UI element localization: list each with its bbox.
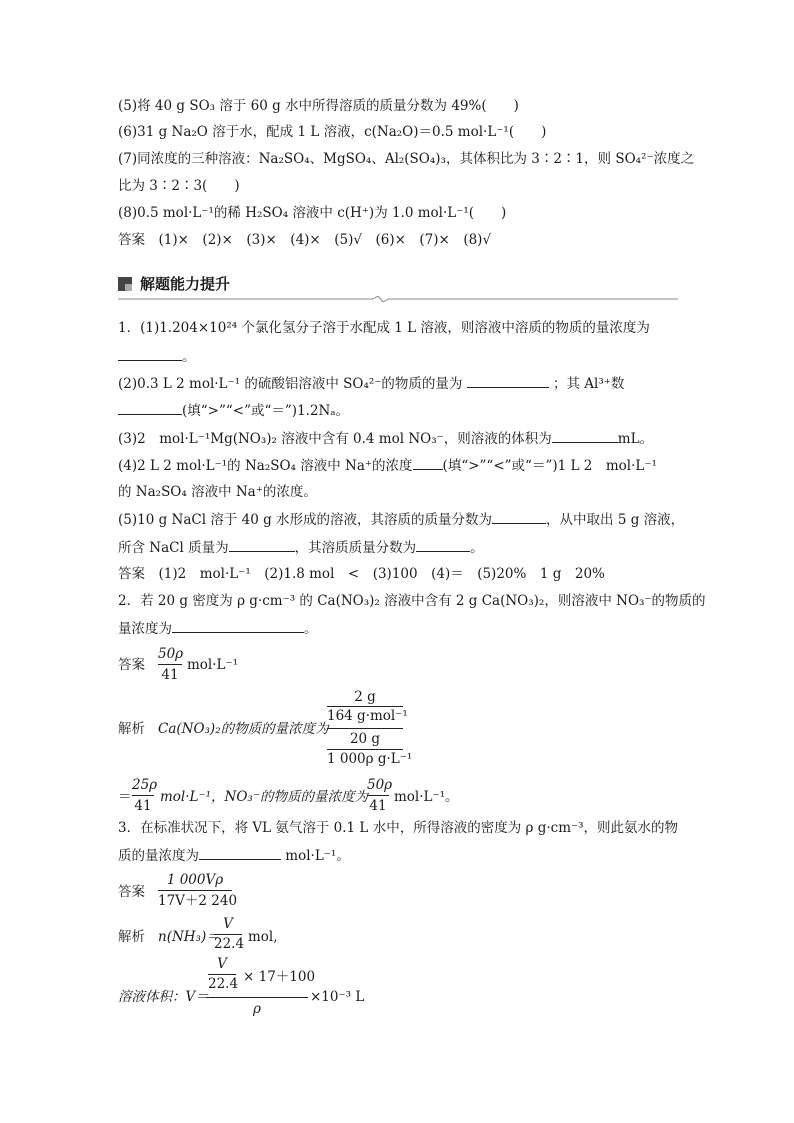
p3-n-unit: mol, [248, 929, 278, 945]
p2-line1: 2．若 20 g 密度为 ρ g·cm⁻³ 的 Ca(NO₃)₂ 溶液中含有 2 g Ca(NO₃)₂，则溶液中 NO₃⁻的物质的 [118, 593, 706, 609]
section-divider [118, 296, 678, 302]
p2-answer-label: 答案 [118, 657, 145, 673]
p1-line3: (2)0.3 L 2 mol·L⁻¹ 的硫酸铝溶液中 SO₄²⁻的物质的量为 ；其 Al³⁺数 [118, 373, 624, 394]
p3-vol-inner-denominator: 22.4 [208, 976, 239, 992]
p1-line1: 1．(1)1.204×10²⁴ 个氯化氢分子溶于水配成 1 L 溶液，则溶液中溶质的物质的量浓度为 [118, 320, 650, 336]
p2-result-numerator: 25ρ [132, 777, 158, 793]
question-5: (5)将 40 g SO₃ 溶于 60 g 水中所得溶质的质量分数为 49%( ) [118, 98, 519, 114]
p2-explain-label: 解析 [118, 721, 145, 737]
p1-line7: 的 Na₂SO₄ 溶液中 Na⁺的浓度。 [118, 484, 317, 500]
question-8: (8)0.5 mol·L⁻¹的稀 H₂SO₄ 溶液中 c(H⁺)为 1.0 mol·L⁻¹( ) [118, 205, 507, 221]
p3-vol-tail: ×10⁻³ L [310, 989, 365, 1005]
p3-answer-label: 答案 [118, 884, 145, 900]
p1-line2: 。 [118, 346, 196, 367]
question-7-line1: (7)同浓度的三种溶液：Na₂SO₄、MgSO₄、Al₂(SO₄)₃，其体积比为 3∶2∶1，则 SO₄²⁻浓度之 [118, 151, 695, 167]
p1-line8: (5)10 g NaCl 溶于 40 g 水形成的溶液，其溶质的质量分数为 ，从中取出 5 g 溶液， [118, 509, 684, 530]
p3-explain-label: 解析 [118, 929, 145, 945]
p1-line5: (3)2 mol·L⁻¹Mg(NO₃)₂ 溶液中含有 0.4 mol NO₃⁻，则溶液的体积为 mL。 [118, 428, 653, 449]
fraction-bar [132, 795, 154, 796]
answer-blank [118, 346, 182, 361]
p2-result-denominator: 41 [134, 798, 152, 814]
p2-line2: 量浓度为 。 [118, 618, 318, 639]
p3-line1: 3．在标准状况下，将 VL 氨气溶于 0.1 L 水中，所得溶液的密度为 ρ g·cm⁻³，则此氨水的物 [118, 820, 679, 836]
p1-answer: 答案 (1)2 mol·L⁻¹ (2)1.8 mol < (3)100 (4)＝ (5)20% 1 g 20% [118, 566, 605, 582]
question-6: (6)31 g Na₂O 溶于水，配成 1 L 溶液，c(Na₂O)＝0.5 mol·L⁻¹( ) [118, 124, 547, 140]
fraction-main-bar [206, 997, 308, 998]
p3-vol-rest: × 17＋100 [243, 969, 316, 985]
answer-blank [552, 428, 618, 443]
p2-answer-unit: mol·L⁻¹ [187, 657, 239, 673]
section-title: 解题能力提升 [140, 275, 231, 293]
p3-volume-label: 溶液体积：V＝ [118, 989, 209, 1005]
fraction-bar [158, 890, 232, 891]
p2-result-text: mol·L⁻¹，NO₃⁻的物质的量浓度为 [160, 789, 368, 805]
p2-inner-top-numerator: 2 g [354, 689, 376, 705]
section-square-icon [118, 277, 132, 291]
p3-vol-denominator: ρ [253, 1001, 261, 1017]
answer-blank [172, 618, 304, 633]
answer-judgements: 答案 (1)× (2)× (3)× (4)× (5)√ (6)× (7)× (8)√ [118, 232, 492, 248]
fraction-bar [367, 795, 389, 796]
p3-n-numerator: V [223, 916, 233, 932]
p1-line4: (填“>”“<”或“＝”)1.2Nₐ。 [118, 400, 349, 421]
answer-blank [492, 509, 546, 524]
answer-blank [118, 400, 182, 415]
p1-line9: 所含 NaCl 质量为 ，其溶质质量分数为 。 [118, 537, 484, 558]
p1-line6: (4)2 L 2 mol·L⁻¹的 Na₂SO₄ 溶液中 Na⁺的浓度 (填“>”“<”或“＝”)1 L 2 mol·L⁻¹ [118, 455, 657, 476]
p3-answer-numerator: 1 000Vρ [166, 872, 224, 888]
answer-blank [413, 455, 443, 470]
p2-explain-text: Ca(NO₃)₂的物质的量浓度为 [158, 721, 329, 737]
p3-vol-inner-numerator: V [217, 956, 227, 972]
p3-line2: 质的量浓度为 mol·L⁻¹。 [118, 845, 350, 866]
p2-inner-bottom-denominator: 1 000ρ g·L⁻¹ [327, 751, 413, 767]
answer-blank [416, 537, 470, 552]
p2-answer-numerator: 50ρ [158, 646, 184, 662]
p2-inner-bottom-numerator: 20 g [349, 731, 381, 747]
p2-result-end: mol·L⁻¹。 [394, 789, 459, 805]
p3-answer-denominator: 17V＋2 240 [158, 893, 238, 909]
p3-n-denominator: 22.4 [214, 936, 245, 952]
question-7-line2: 比为 3∶2∶3( ) [118, 178, 240, 194]
p2-result-numerator-2: 50ρ [367, 777, 393, 793]
fraction-bar [158, 664, 182, 665]
fraction-main-bar [327, 728, 403, 729]
p3-explain-n: n(NH₃)＝ [158, 929, 220, 945]
p2-result-eq: ＝ [118, 789, 132, 805]
answer-blank [199, 845, 281, 860]
p2-result-denominator-2: 41 [369, 798, 387, 814]
p2-answer-denominator: 41 [161, 667, 179, 683]
answer-blank [229, 537, 295, 552]
answer-blank [467, 373, 549, 388]
section-header [118, 274, 678, 298]
p2-inner-top-denominator: 164 g·mol⁻¹ [327, 708, 408, 724]
